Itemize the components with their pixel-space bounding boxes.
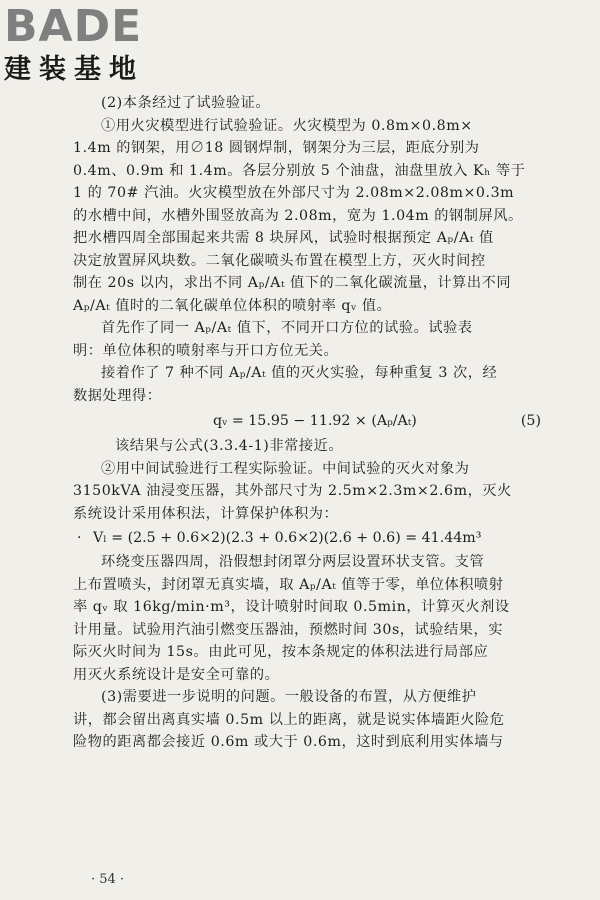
text-line: 环绕变压器四周，沿假想封闭罩分两层设置环状支管。支管: [101, 554, 485, 570]
text-line: 3150kVA 油浸变压器，其外部尺寸为 2.5m×2.3m×2.6m，灭火: [73, 483, 512, 499]
bullet-dot: ·: [77, 530, 82, 546]
text-line: 讲，都会留出离真实墙 0.5m 以上的距离，就是说实体墙距火险危: [73, 711, 505, 728]
text-line: 系统设计采用体积法，计算保护体积为：: [73, 505, 339, 522]
text-line: (3)需要进一步说明的问题。一般设备的布置，从方便维护: [101, 689, 477, 705]
text-line: (2)本条经过了试验验证。: [101, 95, 271, 111]
text-line: 上布置喷头，封闭罩无真实墙，取 Aₚ/Aₜ 值等于零，单位体积喷射: [73, 576, 504, 593]
text-line: Aₚ/Aₜ 值时的二氧化碳单位体积的喷射率 qᵥ 值。: [73, 297, 392, 314]
text-line: 接着作了 7 种不同 Aₚ/Aₜ 值的灭火实验，每种重复 3 次，经: [101, 365, 498, 381]
bade-logo: [4, 2, 184, 94]
page-number: · 54 ·: [91, 872, 125, 887]
text-line: 用灭火系统设计是安全可靠的。: [73, 666, 280, 683]
formula-volume: [73, 526, 547, 550]
text-line: 1 的 70# 汽油。火灾模型放在外部尺寸为 2.08m×2.08m×0.3m: [73, 185, 515, 201]
text-line: 制在 20s 以内，求出不同 Aₚ/Aₜ 值下的二氧化碳流量，计算出不同: [73, 275, 512, 291]
formula-expression: qᵥ = 15.95 − 11.92 × (Aₚ/Aₜ): [213, 413, 417, 429]
text-line: 计用量。试验用汽油引燃变压器油，预燃时间 30s，试验结果，实: [73, 621, 503, 638]
document-page: [73, 92, 547, 754]
text-line: 该结果与公式(3.3.4-1)非常接近。: [115, 438, 344, 454]
logo-wordmark: BADE: [4, 1, 143, 52]
formula-5: [73, 409, 547, 433]
text-line: ②用中间试验进行工程实际验证。中间试验的灭火对象为: [101, 460, 470, 477]
text-line: 1.4m 的钢架，用∅18 圆钢焊制，钢架分为三层，距底分别为: [73, 140, 480, 156]
text-line: 数据处理得：: [73, 387, 162, 404]
text-line: 的水槽中间，水槽外围竖放高为 2.08m，宽为 1.04m 的钢制屏风。: [73, 207, 523, 224]
text-line: 险物的距离都会接近 0.6m 或大于 0.6m，这时到底利用实体墙与: [73, 734, 504, 750]
formula-expression: Vₗ = (2.5 + 0.6×2)(2.3 + 0.6×2)(2.6 + 0.6) = 41.44m³: [93, 530, 482, 546]
logo-subtitle: 建装基地: [4, 54, 144, 85]
text-line: 把水槽四周全部围起来共需 8 块屏风，试验时根据预定 Aₚ/Aₜ 值: [73, 230, 494, 246]
text-line: 首先作了同一 Aₚ/Aₜ 值下，不同开口方位的试验。试验表: [101, 320, 473, 336]
formula-number: (5): [520, 413, 541, 429]
text-line: 际灭火时间为 15s。由此可见，按本条规定的体积法进行局部应: [73, 644, 489, 660]
text-line: ①用火灾模型进行试验验证。火灾模型为 0.8m×0.8m×: [101, 117, 473, 134]
text-line: 明：单位体积的喷射率与开口方位无关。: [73, 342, 339, 359]
text-line: 率 qᵥ 取 16kg/min·m³，设计喷射时间取 0.5min，计算灭火剂设: [73, 599, 510, 615]
text-line: 0.4m、0.9m 和 1.4m。各层分别放 5 个油盘，油盘里放入 Kₕ 等于: [73, 162, 526, 179]
text-line: 决定放置屏风块数。二氧化碳喷头布置在模型上方，灭火时间控: [73, 252, 486, 269]
